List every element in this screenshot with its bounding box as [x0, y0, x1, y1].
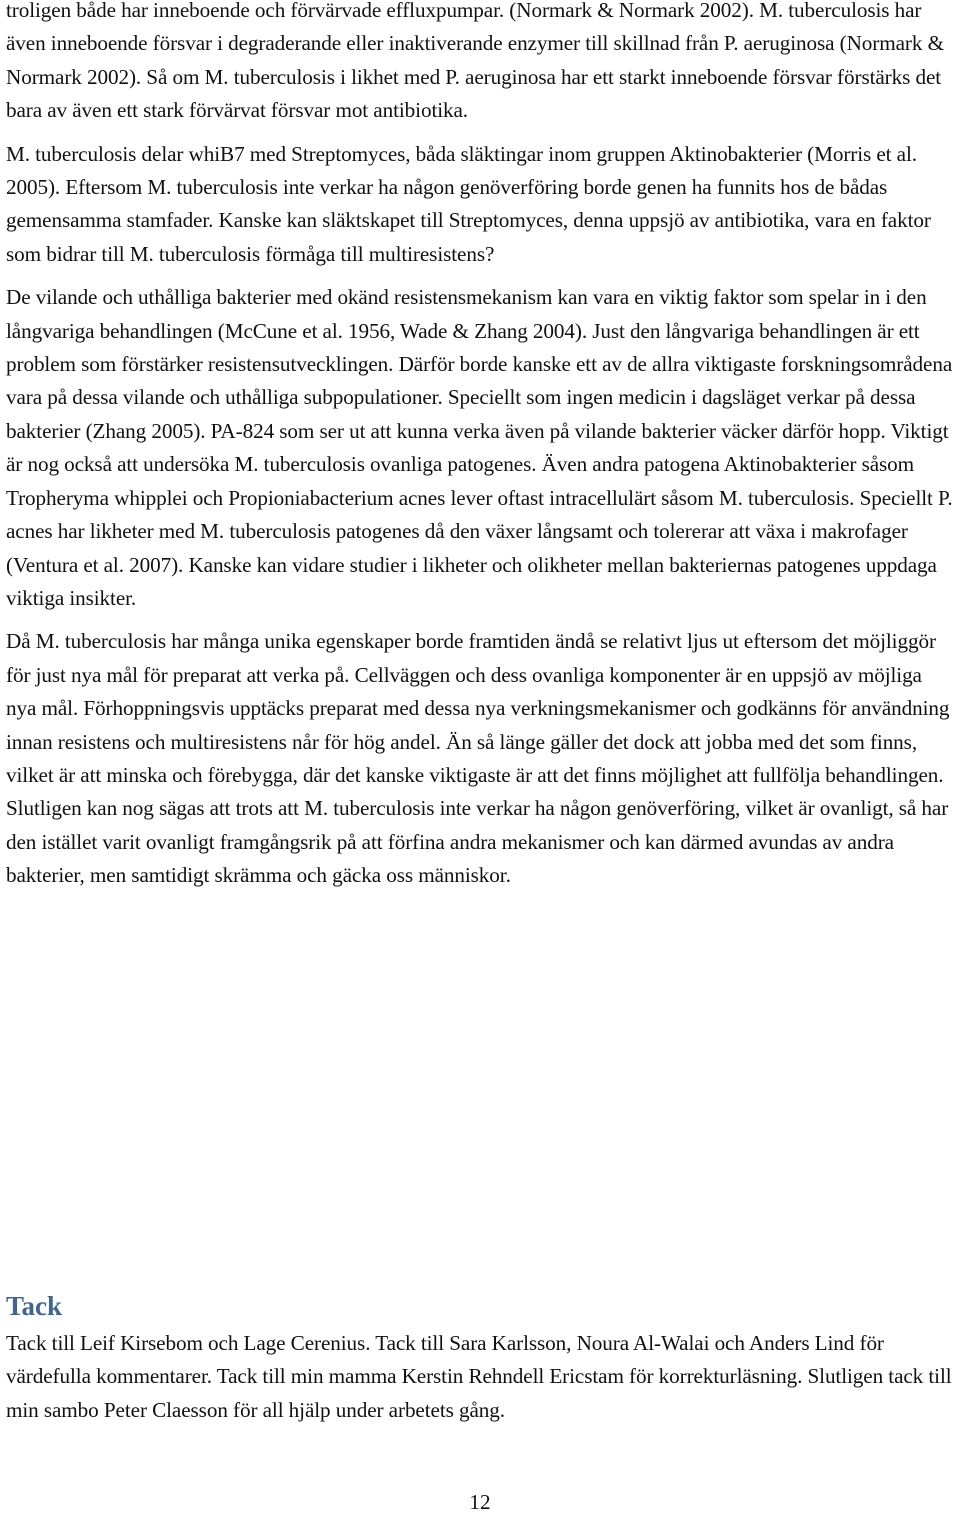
paragraph-framtiden: Då M. tuberculosis har många unika egenskaper borde framtiden ändå se relativt ljus ut eftersom det möjliggör för just nya mål för preparat att verka på. Cellväggen och dess ovanliga komponenter är en uppsjö av möjliga nya mål. Förhoppningsvis upptäcks preparat med dessa nya verkningsmekanismer och godkänns för användning innan resistens och multiresistens når för hög andel. Än så länge gäller det dock att jobba med det som finns, vilket är att minska och förebygga, där det kanske viktigaste är att det finns möjlighet att fullfölja behandlingen. Slutligen kan nog sägas att trots att M. tuberculosis inte verkar ha någon genöverföring, vilket är ovanligt, så har den istället varit ovanligt framgångsrik på att förfina andra mekanismer och kan därmed avundas av andra bakterier, men samtidigt skrämma och gäcka oss människor. [6, 629, 950, 888]
paragraph-tack: Tack till Leif Kirsebom och Lage Cerenius. Tack till Sara Karlsson, Noura Al-Walai och Anders Lind för värdefulla kommentarer. Tack till min mamma Kerstin Rehndell Ericstam för korrekturläsning. Slutligen tack till min sambo Peter Claesson för all hjälp under arbetets gång. [6, 1331, 952, 1422]
paragraph-vilande-bakterier: De vilande och uthålliga bakterier med okänd resistensmekanism kan vara en viktig faktor som spelar in i den långvariga behandlingen (McCune et al. 1956, Wade & Zhang 2004). Just den långvariga behandlingen är ett problem som förstärker resistensutvecklingen. Därför borde kanske ett av de allra viktigaste forskningsområdena vara på dessa vilande och uthålliga subpopulationer. Speciellt som ingen medicin i dagsläget verkar på dessa bakterier (Zhang 2005). PA-824 som ser ut att kunna verka även på vilande bakterier väcker därför hopp. Viktigt är nog också att undersöka M. tuberculosis ovanliga patogenes. Även andra patogena Aktinobakterier såsom Tropheryma whipplei och Propioniabacterium acnes lever oftast intracellulärt såsom M. tuberculosis. Speciellt P. acnes har likheter med M. tuberculosis patogenes då den växer långsamt och tolererar att växa i makrofager (Ventura et al. 2007). Kanske kan vidare studier i likheter och olikheter mellan bakteriernas patogenes uppdaga viktiga insikter. [6, 285, 953, 610]
paragraph-effluxpumpar: troligen både har inneboende och förvärvade effluxpumpar. (Normark & Normark 2002). M. tuberculosis har även inneboende försvar i degraderande eller inaktiverande enzymer till skillnad från P. aeruginosa (Normark & Normark 2002). Så om M. tuberculosis i likhet med P. aeruginosa har ett starkt inneboende försvar förstärks det bara av även ett stark förvärvat försvar mot antibiotika. [6, 0, 944, 123]
page-body [6, 0, 954, 893]
section-heading-tack: Tack [6, 1291, 63, 1321]
page-number: 12 [469, 1490, 491, 1514]
paragraph-whib7: M. tuberculosis delar whiB7 med Streptomyces, båda släktingar inom gruppen Aktinobakterier (Morris et al. 2005). Eftersom M. tuberculosis inte verkar ha någon genöverföring borde genen ha funnits hos de bådas gemensamma stamfader. Kanske kan släktskapet till Streptomyces, denna uppsjö av antibiotika, vara en faktor som bidrar till M. tuberculosis förmåga till multiresistens? [6, 141, 931, 266]
